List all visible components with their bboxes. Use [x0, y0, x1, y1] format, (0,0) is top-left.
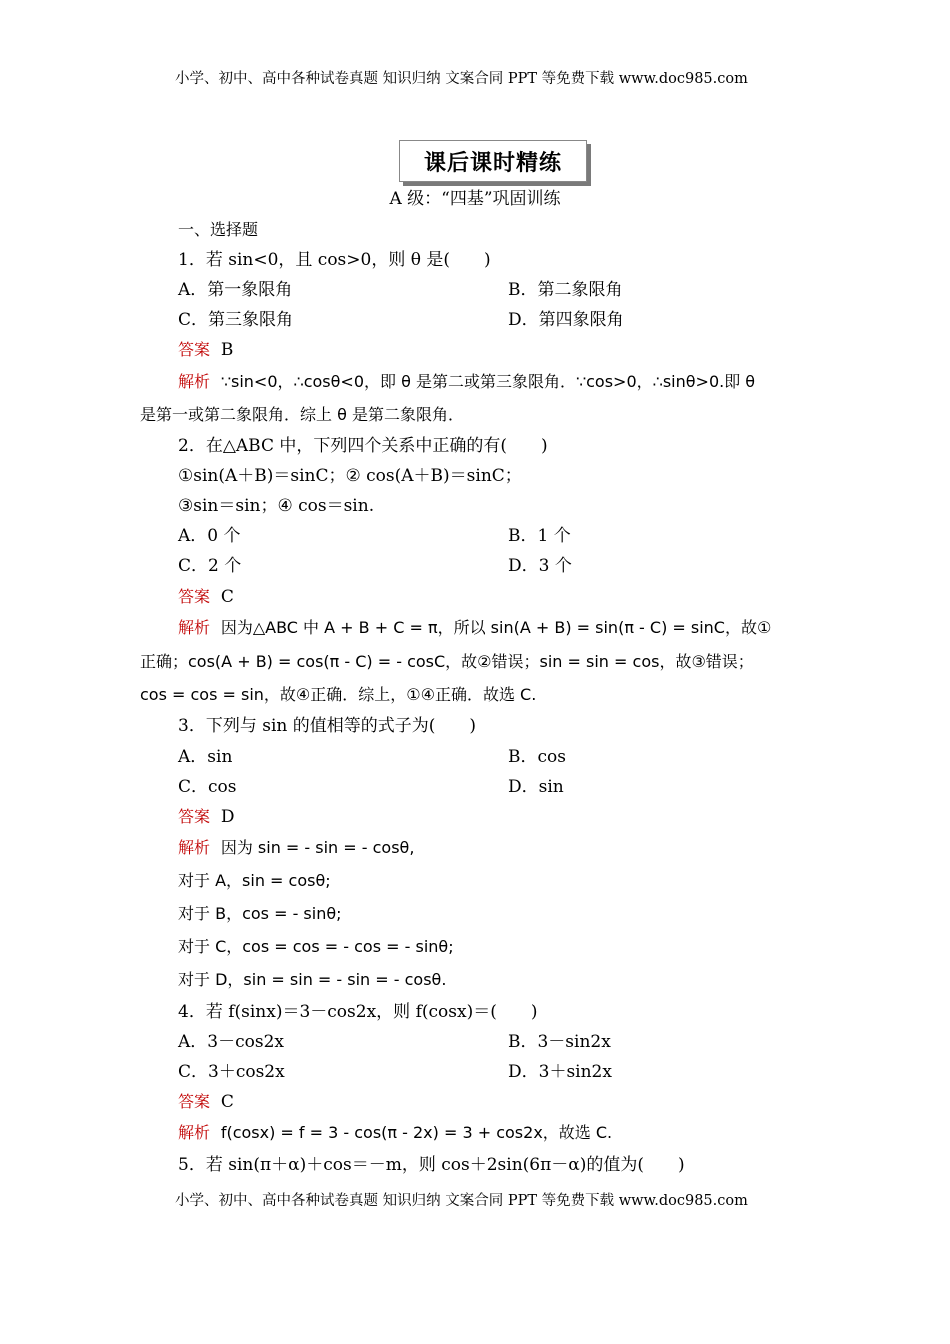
q4-explanation — [178, 1122, 612, 1144]
q2-statement-2: ③sin＝sin；④ cos＝sin. — [178, 496, 375, 516]
q1-option-b: B．第二象限角 — [508, 280, 623, 300]
page-footer: 小学、初中、高中各种试卷真题 知识归纳 文案合同 PPT 等免费下载 www.doc985.com — [175, 1193, 748, 1209]
q3-stem: 3．下列与 sin 的值相等的式子为( ) — [178, 716, 476, 736]
q4-answer — [178, 1091, 234, 1113]
q2-explanation-cont-2: cos = cos = sin，故④正确．综上，①④正确．故选 C. — [140, 685, 537, 704]
section-title-box — [399, 140, 587, 182]
q3-answer — [178, 806, 234, 828]
q2-stem: 2．在△ABC 中，下列四个关系中正确的有( ) — [178, 436, 548, 456]
q1-explanation-cont: 是第一或第二象限角．综上 θ 是第二象限角． — [140, 405, 464, 424]
q2-option-a: A．0 个 — [178, 526, 241, 546]
q3-explanation-b: 对于 B，cos = - sinθ; — [178, 904, 342, 923]
q1-stem: 1．若 sin<0，且 cos>0，则 θ 是( ) — [178, 250, 491, 270]
q3-option-a: A．sin — [178, 747, 233, 767]
q2-answer — [178, 586, 234, 608]
explanation-text: 因为△ABC 中 A + B + C = π，所以 sin(A + B) = sin(π - C) = sinC，故① — [220, 618, 772, 637]
explanation-text: f(cosx) = f = 3 - cos(π - 2x) = 3 + cos2x，故选 C. — [220, 1123, 613, 1142]
section-heading: 一、选择题 — [178, 220, 259, 239]
q2-option-b: B．1 个 — [508, 526, 571, 546]
q1-option-c: C．第三象限角 — [178, 310, 294, 330]
q5-stem: 5．若 sin(π＋α)＋cos＝－m，则 cos＋2sin(6π－α)的值为( ) — [178, 1155, 685, 1175]
answer-value: C — [220, 1092, 234, 1112]
page-title: 课后课时精练 — [423, 150, 562, 176]
q2-explanation-cont-1: 正确；cos(A + B) = cos(π - C) = - cosC，故②错误；sin = sin = cos，故③错误； — [140, 652, 754, 671]
q3-option-b: B．cos — [508, 747, 566, 767]
q1-explanation — [178, 371, 755, 393]
answer-label: 答案 — [178, 807, 211, 826]
explanation-label: 解析 — [178, 618, 211, 637]
q1-option-d: D．第四象限角 — [508, 310, 624, 330]
explanation-text: 因为 sin = - sin = - cosθ, — [220, 838, 415, 857]
explanation-label: 解析 — [178, 838, 211, 857]
q3-explanation-d: 对于 D，sin = sin = - sin = - cosθ. — [178, 970, 447, 989]
q3-option-d: D．sin — [508, 777, 564, 797]
q4-option-a: A．3－cos2x — [178, 1032, 284, 1052]
q3-explanation — [178, 837, 414, 859]
q4-option-c: C．3＋cos2x — [178, 1062, 285, 1082]
q2-option-d: D．3 个 — [508, 556, 572, 576]
q4-option-b: B．3－sin2x — [508, 1032, 611, 1052]
q3-option-c: C．cos — [178, 777, 237, 797]
answer-label: 答案 — [178, 1092, 211, 1111]
answer-value: D — [220, 807, 235, 827]
q2-explanation — [178, 617, 771, 639]
q3-explanation-c: 对于 C，cos = cos = - cos = - sinθ; — [178, 937, 454, 956]
explanation-label: 解析 — [178, 372, 211, 391]
answer-value: C — [220, 587, 234, 607]
q1-option-a: A．第一象限角 — [178, 280, 293, 300]
explanation-text: ∵sin<0，∴cosθ<0，即 θ 是第二或第三象限角．∵cos>0，∴sinθ>0.即 θ — [220, 372, 756, 391]
explanation-label: 解析 — [178, 1123, 211, 1142]
page-header: 小学、初中、高中各种试卷真题 知识归纳 文案合同 PPT 等免费下载 www.doc985.com — [175, 71, 748, 87]
q3-explanation-a: 对于 A，sin = cosθ; — [178, 871, 331, 890]
answer-label: 答案 — [178, 587, 211, 606]
q1-answer — [178, 339, 233, 361]
q2-option-c: C．2 个 — [178, 556, 242, 576]
q4-option-d: D．3＋sin2x — [508, 1062, 612, 1082]
q4-stem: 4．若 f(sinx)＝3－cos2x，则 f(cosx)＝( ) — [178, 1002, 538, 1022]
q2-statement-1: ①sin(A＋B)＝sinC；② cos(A＋B)＝sinC； — [178, 466, 522, 486]
answer-value: B — [220, 340, 234, 360]
level-subtitle: A 级：“四基”巩固训练 — [389, 189, 561, 209]
answer-label: 答案 — [178, 340, 211, 359]
